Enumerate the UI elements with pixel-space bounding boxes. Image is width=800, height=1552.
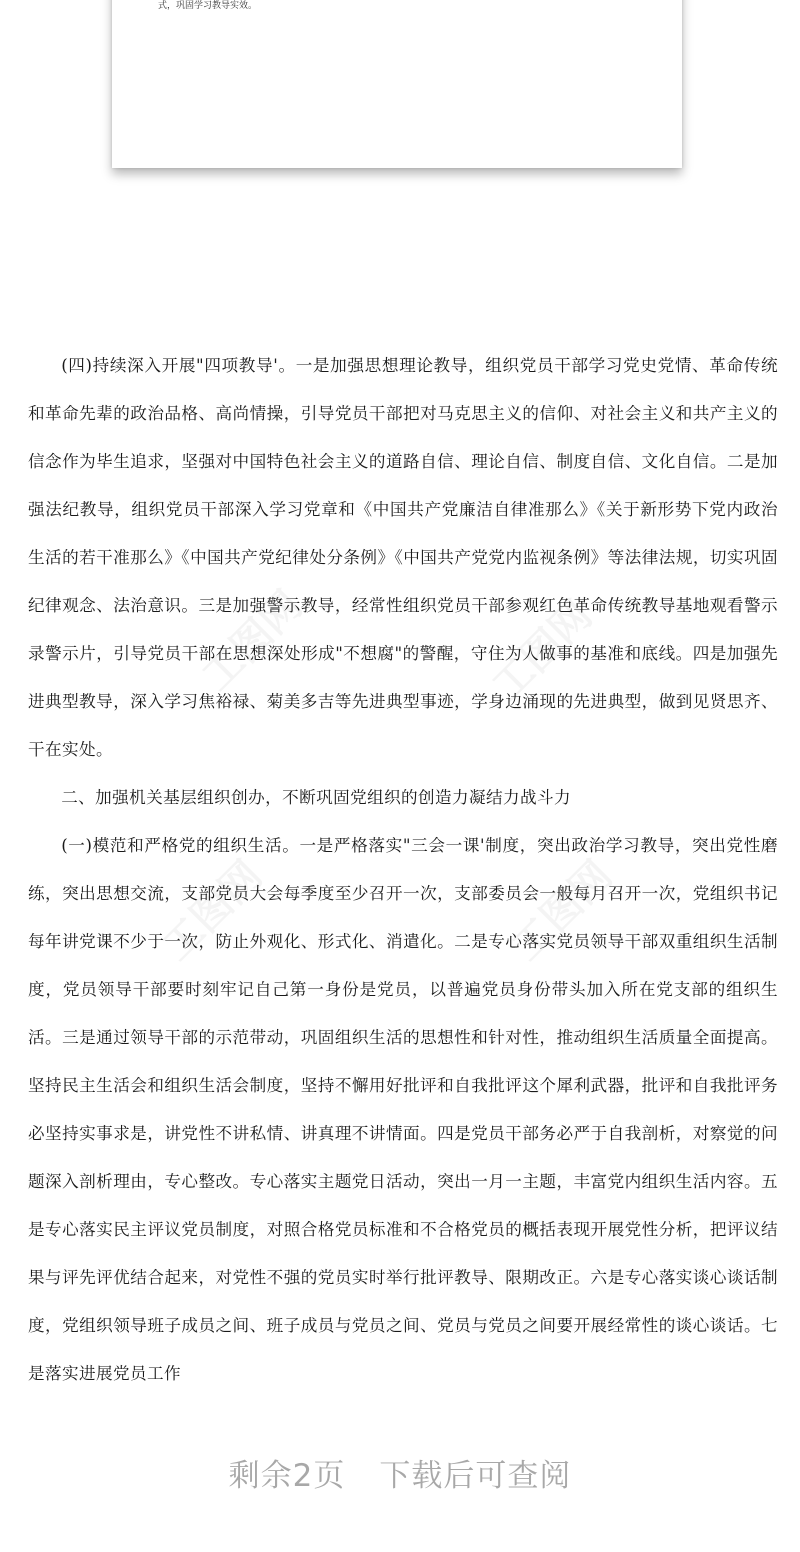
- preview-tail-text: 式，巩固学习教导实效。: [158, 1, 258, 11]
- section-heading-2: 二、加强机关基层组织创办，不断巩固党组织的创造力凝结力战斗力: [61, 788, 571, 807]
- download-prompt-text: 下载后可查阅: [379, 1458, 572, 1494]
- page-preview-card: [112, 0, 682, 168]
- remaining-pages-text: 剩余2页: [228, 1458, 346, 1494]
- download-notice[interactable]: [0, 1450, 800, 1495]
- paragraph-four-teachings: (四)持续深入开展"四项教导'。一是加强思想理论教导，组织党员干部学习党史党情、革命传统和革命先辈的政治品格、高尚情操，引导党员干部把对马克思主义的信仰、对社会主义和共产主义的信念作为毕生追求，坚强对中国特色社会主义的道路自信、理论自信、制度自信、文化自信。二是加强法纪教导，组织党员干部深入学习党章和《中国共产党廉洁自律准那么》《关于新形势下党内政治生活的若干准那么》《中国共产党纪律处分条例》《中国共产党党内监视条例》等法律法规，切实巩固纪律观念、法治意识。三是加强警示教导，经常性组织党员干部参观红色革命传统教导基地观看警示录警示片，引导党员干部在思想深处形成"不想腐"的警醒，守住为人做事的基准和底线。四是加强先进典型教导，深入学习焦裕禄、菊美多吉等先进典型事迹，学身边涌现的先进典型，做到见贤思齐、干在实处。: [28, 356, 778, 759]
- document-body: [28, 342, 778, 1398]
- paragraph-organization-life: (一)模范和严格党的组织生活。一是严格落实"三会一课'制度，突出政治学习教导，突出党性磨练，突出思想交流，支部党员大会每季度至少召开一次，支部委员会一般每月召开一次，党组织书记每年讲党课不少于一次，防止外观化、形式化、消遣化。二是专心落实党员领导干部双重组织生活制度，党员领导干部要时刻牢记自己第一身份是党员，以普遍党员身份带头加入所在党支部的组织生活。三是通过领导干部的示范带动，巩固组织生活的思想性和针对性，推动组织生活质量全面提高。坚持民主生活会和组织生活会制度，坚持不懈用好批评和自我批评这个犀利武器，批评和自我批评务必坚持实事求是，讲党性不讲私情、讲真理不讲情面。四是党员干部务必严于自我剖析，对察觉的问题深入剖析理由，专心整改。专心落实主题党日活动，突出一月一主题，丰富党内组织生活内容。五是专心落实民主评议党员制度，对照合格党员标准和不合格党员的概括表现开展党性分析，把评议结果与评先评优结合起来，对党性不强的党员实时举行批评教导、限期改正。六是专心落实谈心谈话制度，党组织领导班子成员之间、班子成员与党员之间、党员与党员之间要开展经常性的谈心谈话。七是落实进展党员工作: [28, 836, 778, 1383]
